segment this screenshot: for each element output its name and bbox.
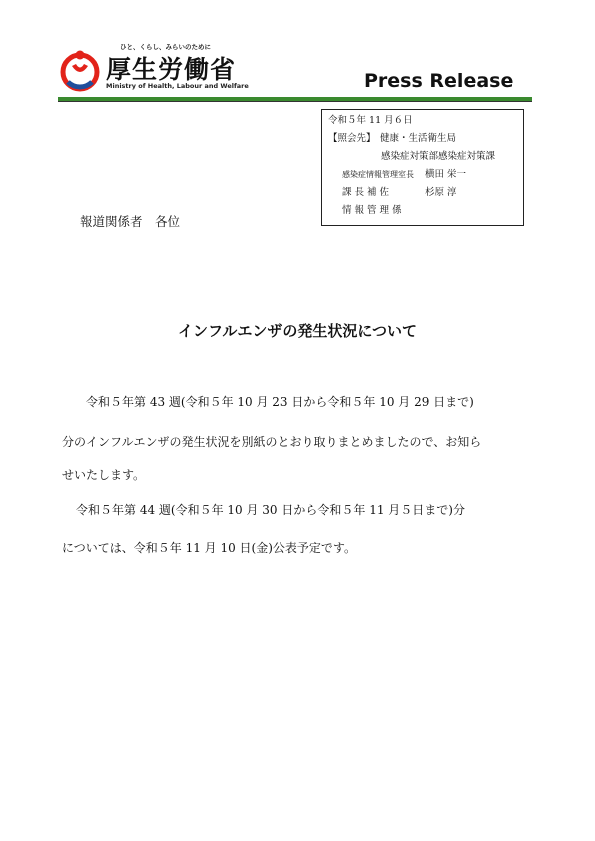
ministry-emblem-icon bbox=[58, 48, 102, 92]
contact-bureau: 健康・生活衛生局 bbox=[380, 133, 457, 144]
body-line: 分のインフルエンザの発生状況を別紙のとおり取りまとめましたので、お知ら bbox=[62, 435, 482, 449]
body-line: 令和５年第 44 週(令和５年 10 月 30 日から令和５年 11 月５日まで)分 bbox=[76, 503, 465, 517]
ministry-name-en: Ministry of Health, Labour and Welfare bbox=[106, 82, 249, 90]
body-line: については、令和５年 11 月 10 日(金)公表予定です。 bbox=[62, 541, 356, 555]
document-title: インフルエンザの発生状況について bbox=[177, 322, 418, 340]
header-rule-dark bbox=[58, 101, 532, 102]
inquiry-label: 【照会先】 bbox=[328, 133, 376, 144]
press-release-heading: Press Release bbox=[364, 70, 514, 92]
body-line: せいたします。 bbox=[62, 468, 146, 482]
deputy-title: 課 長 補 佐 bbox=[342, 187, 390, 198]
addressee: 報道関係者 各位 bbox=[80, 214, 181, 229]
ministry-logo bbox=[54, 42, 254, 98]
officer-title: 感染症情報管理室長 bbox=[342, 170, 414, 179]
officer-name: 横田 栄一 bbox=[425, 169, 467, 180]
section-name: 情 報 管 理 係 bbox=[342, 205, 402, 216]
contact-division: 感染症対策部感染症対策課 bbox=[381, 151, 496, 162]
release-date: 令和５年 11 月６日 bbox=[328, 115, 413, 126]
contact-box bbox=[321, 109, 524, 226]
logo-tagline: ひと、くらし、みらいのために bbox=[120, 43, 211, 51]
body-line: 令和５年第 43 週(令和５年 10 月 23 日から令和５年 10 月 29 日まで) bbox=[86, 395, 474, 409]
ministry-name: 厚生労働省 bbox=[106, 55, 237, 84]
deputy-name: 杉原 淳 bbox=[425, 187, 457, 198]
